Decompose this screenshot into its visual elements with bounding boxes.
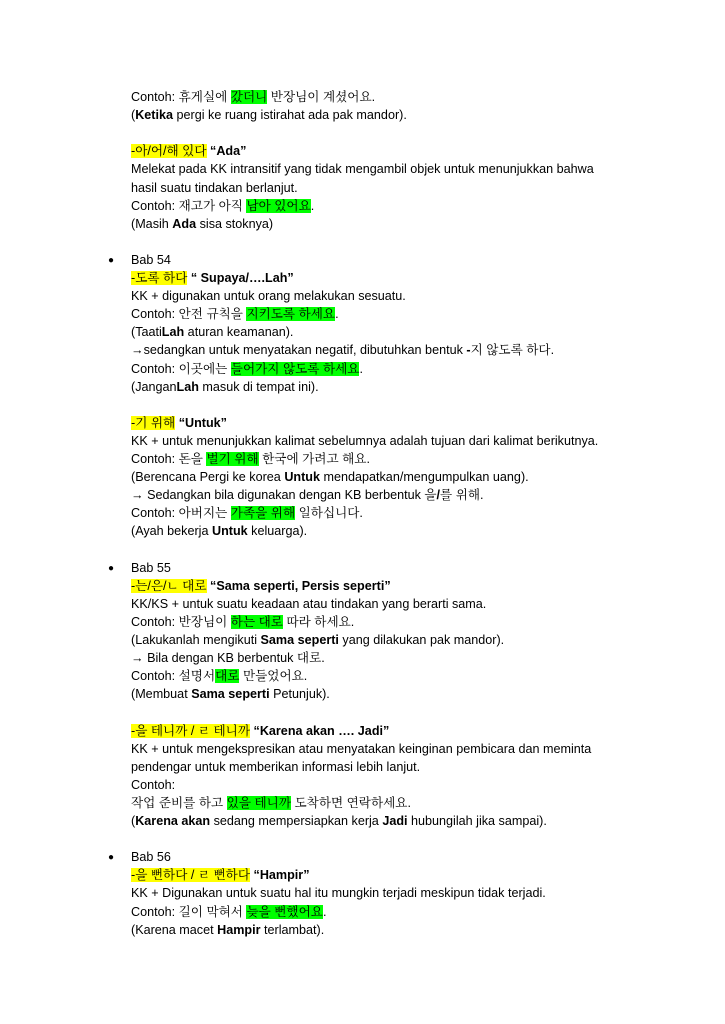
text-segment: (	[131, 814, 136, 828]
text-segment: hasil suatu tindakan berlanjut.	[131, 180, 298, 195]
text-segment: (Ayah bekerja	[131, 524, 212, 539]
example-highlight: 들어가지 않도록 하세요	[230, 361, 360, 376]
text-line	[131, 631, 504, 649]
text-line	[131, 866, 310, 884]
example-highlight: 하는 대로	[230, 614, 283, 629]
text-segment: mendapatkan/mengumpulkan uang).	[320, 470, 529, 485]
text-segment: terlambat).	[260, 922, 325, 937]
bold-text: Ada	[172, 216, 197, 231]
bold-text: “Karena akan …. Jadi”	[253, 723, 390, 738]
bold-text: “Ada”	[210, 144, 247, 159]
text-line	[131, 649, 325, 667]
text-segment: KK/KS + untuk suatu keadaan atau tindakan yang berarti sama.	[131, 596, 487, 611]
text-line	[131, 215, 273, 233]
text-segment: 한국에 가려고 해요.	[258, 452, 370, 466]
bullet-dot: ●	[108, 254, 115, 266]
text-segment: KK + digunakan untuk orang melakukan sesuatu.	[131, 289, 406, 304]
text-segment: KK + Digunakan untuk suatu hal itu mungkin terjadi meskipun tidak terjadi.	[131, 886, 546, 901]
text-segment: 도착하면 연락하세요.	[290, 795, 411, 810]
text-segment: Contoh: 안전 규칙을	[131, 307, 247, 322]
grammar-pattern-highlight: -도록 하다	[131, 271, 188, 285]
text-segment: (Jangan	[131, 379, 177, 394]
text-line	[131, 432, 598, 450]
text-segment: Contoh: 휴게실에	[131, 90, 231, 104]
text-segment: 만들었어요.	[239, 669, 308, 684]
text-line	[131, 504, 363, 522]
text-segment: Bab 54	[131, 252, 171, 267]
text-line	[131, 794, 411, 812]
text-line	[131, 378, 319, 396]
bold-text: Karena akan	[135, 814, 211, 828]
bold-text: /	[436, 488, 441, 503]
text-segment: 따라 하세요.	[282, 614, 355, 629]
text-line	[131, 812, 547, 830]
bold-text: Sama seperti	[260, 633, 339, 647]
text-segment: sedang mempersiapkan kerja	[210, 814, 383, 828]
text-segment: Contoh: 돈을	[131, 452, 207, 466]
text-line	[131, 921, 324, 939]
grammar-pattern-highlight: -아/어/해 있다	[131, 144, 207, 159]
text-line	[131, 577, 391, 595]
text-segment: masuk di tempat ini).	[198, 379, 319, 394]
text-line	[131, 740, 591, 758]
text-segment: .	[335, 307, 339, 322]
text-line	[131, 685, 330, 703]
text-segment: 작업 준비를 하고	[131, 795, 227, 810]
text-segment: yang dilakukan pak mandor).	[338, 633, 505, 647]
text-segment: (Taati	[131, 325, 162, 340]
text-segment: Contoh: 재고가 아직	[131, 198, 247, 213]
bold-text: Lah	[176, 379, 199, 394]
grammar-pattern-highlight: -는/은/ㄴ 대로	[131, 578, 207, 593]
text-line	[131, 758, 420, 776]
text-line	[131, 160, 594, 178]
example-highlight: 남아 있어요	[246, 198, 311, 213]
bold-text: Ketika	[135, 108, 174, 123]
example-highlight: 벌기 위해	[206, 452, 259, 466]
text-segment: Contoh: 이곳에는	[131, 361, 231, 376]
text-line	[131, 269, 294, 287]
text-segment: (Masih	[131, 216, 173, 231]
bold-text: Untuk	[211, 524, 248, 539]
text-segment: keluarga).	[247, 524, 308, 539]
text-segment: (Berencana Pergi ke korea	[131, 470, 285, 485]
text-segment: hubungilah jika sampai).	[407, 814, 547, 828]
bold-text: Untuk	[284, 470, 320, 485]
text-line	[131, 341, 554, 359]
section-heading	[131, 251, 171, 269]
section-heading	[131, 559, 171, 577]
text-segment: Contoh: 아버지는	[131, 506, 231, 521]
section-heading	[131, 848, 171, 866]
text-segment: 를 위해.	[440, 488, 484, 503]
text-line	[131, 106, 407, 124]
grammar-pattern-highlight: -기 위해	[131, 415, 176, 430]
bold-text: Hampir	[217, 922, 261, 937]
text-segment: (Membuat	[131, 687, 192, 702]
text-line	[131, 667, 307, 685]
text-segment: sisa stoknya)	[196, 216, 274, 231]
bold-text: Sama seperti	[191, 687, 270, 702]
bold-text: “Hampir”	[253, 868, 310, 883]
text-segment: Petunjuk).	[269, 687, 330, 702]
text-segment: →sedangkan untuk menyatakan negatif, dibutuhkan bentuk	[131, 343, 467, 358]
bold-text: Lah	[161, 325, 185, 340]
bullet-dot: ●	[108, 562, 115, 574]
text-segment: (	[131, 108, 136, 123]
text-segment: pendengar untuk memberikan informasi lebih lanjut.	[131, 759, 421, 774]
bold-text: -	[466, 343, 471, 358]
example-highlight: 갔더니	[230, 90, 268, 104]
example-highlight: 지키도록 하세요	[246, 307, 336, 322]
text-segment: Bab 55	[131, 560, 171, 575]
bold-text: “Sama seperti, Persis seperti”	[210, 578, 391, 593]
text-segment: Bab 56	[131, 850, 171, 865]
text-segment: Contoh: 반장님이	[131, 614, 231, 629]
text-segment: (Karena macet	[131, 922, 218, 937]
text-segment: KK + untuk mengekspresikan atau menyatakan keinginan pembicara dan meminta	[131, 741, 592, 756]
text-segment: 지 않도록 하다.	[470, 343, 555, 358]
text-line	[131, 142, 246, 160]
text-segment: (Lakukanlah mengikuti	[131, 633, 261, 647]
example-highlight: 있을 테니까	[226, 795, 291, 810]
text-line	[131, 305, 339, 323]
text-line	[131, 613, 354, 631]
grammar-pattern-highlight: -을 뻔하다 / ㄹ 뻔하다	[131, 868, 251, 883]
text-segment: → Bila dengan KB berbentuk 대로.	[131, 651, 325, 666]
bold-text: Jadi	[382, 814, 408, 828]
text-segment: KK + untuk menunjukkan kalimat sebelumnya adalah tujuan dari kalimat berikutnya.	[131, 433, 599, 448]
text-segment: .	[359, 361, 363, 376]
text-line	[131, 287, 406, 305]
text-line	[131, 884, 546, 902]
example-highlight: 대로	[215, 669, 240, 684]
text-segment: .	[322, 904, 327, 919]
text-line	[131, 414, 227, 432]
text-segment: Contoh:	[131, 777, 176, 792]
text-segment: aturan keamanan).	[184, 325, 294, 340]
text-segment: Contoh: 설명서	[131, 669, 216, 684]
text-line	[131, 468, 529, 486]
text-line	[131, 179, 298, 197]
example-highlight: 늦을 뻔했어요	[246, 904, 323, 919]
text-segment: .	[310, 198, 315, 213]
text-line	[131, 323, 293, 341]
text-line	[131, 903, 326, 921]
example-highlight: 가족을 위해	[230, 506, 296, 521]
text-line	[131, 450, 370, 468]
bullet-dot: ●	[108, 852, 115, 864]
text-line	[131, 88, 375, 106]
grammar-pattern-highlight: -을 테니까 / ㄹ 테니까	[131, 723, 251, 738]
text-segment: Contoh: 길이 막혀서	[131, 904, 247, 919]
bold-text: “Untuk”	[178, 415, 227, 430]
text-segment: 일하십니다.	[295, 506, 363, 521]
text-line	[131, 776, 175, 794]
text-line	[131, 595, 486, 613]
text-segment: pergi ke ruang istirahat ada pak mandor).	[173, 108, 407, 123]
text-segment: Melekat pada KK intransitif yang tidak mengambil objek untuk menunjukkan bahwa	[131, 162, 594, 177]
text-line	[131, 360, 363, 378]
bold-text: “ Supaya/….Lah”	[190, 271, 294, 285]
text-line	[131, 722, 389, 740]
text-line	[131, 486, 484, 504]
text-line	[131, 197, 314, 215]
text-line	[131, 522, 307, 540]
text-segment: → Sedangkan bila digunakan dengan KB berbentuk 을	[131, 488, 437, 503]
text-segment: 반장님이 계셨어요.	[267, 90, 376, 104]
